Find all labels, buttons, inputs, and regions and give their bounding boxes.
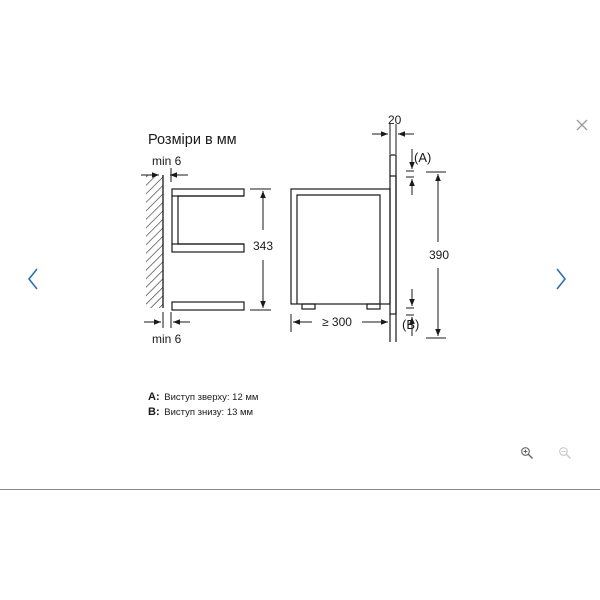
zoom-in-button[interactable]	[520, 446, 534, 460]
height-390-label: 390	[429, 248, 450, 262]
note-projection-top	[148, 391, 258, 403]
note-projection-bottom	[148, 406, 253, 418]
projection-a-dimension	[406, 149, 414, 195]
previous-image-button[interactable]	[26, 266, 40, 292]
next-image-button[interactable]	[554, 266, 568, 292]
width-20-dimension	[372, 124, 414, 154]
note-text: Виступ зверху: 12 мм	[164, 392, 259, 403]
marker-a-label: (A)	[414, 150, 432, 165]
marker-b-label: (B)	[402, 317, 420, 332]
zoom-out-button[interactable]	[558, 446, 572, 460]
min-gap-bottom-label: min 6	[152, 332, 182, 346]
width-20-label: 20	[388, 113, 402, 127]
close-button[interactable]	[574, 117, 590, 133]
depth-300-label: ≥ 300	[322, 315, 352, 329]
cabinet-opening	[172, 189, 244, 310]
chevron-right-icon	[554, 266, 568, 292]
min-gap-bottom-dimension	[144, 312, 190, 328]
drawing-title: Розміри в мм	[148, 132, 237, 148]
chevron-left-icon	[26, 266, 40, 292]
zoom-in-icon	[520, 446, 534, 460]
appliance-side-view	[291, 155, 396, 342]
min-gap-top-label: min 6	[152, 154, 182, 168]
note-key: B:	[148, 406, 160, 418]
zoom-out-icon	[558, 446, 572, 460]
note-key: A:	[148, 391, 160, 403]
note-text: Виступ знизу: 13 мм	[164, 407, 254, 418]
close-icon	[574, 117, 590, 133]
height-343-label: 343	[253, 239, 274, 253]
wall	[146, 175, 163, 308]
